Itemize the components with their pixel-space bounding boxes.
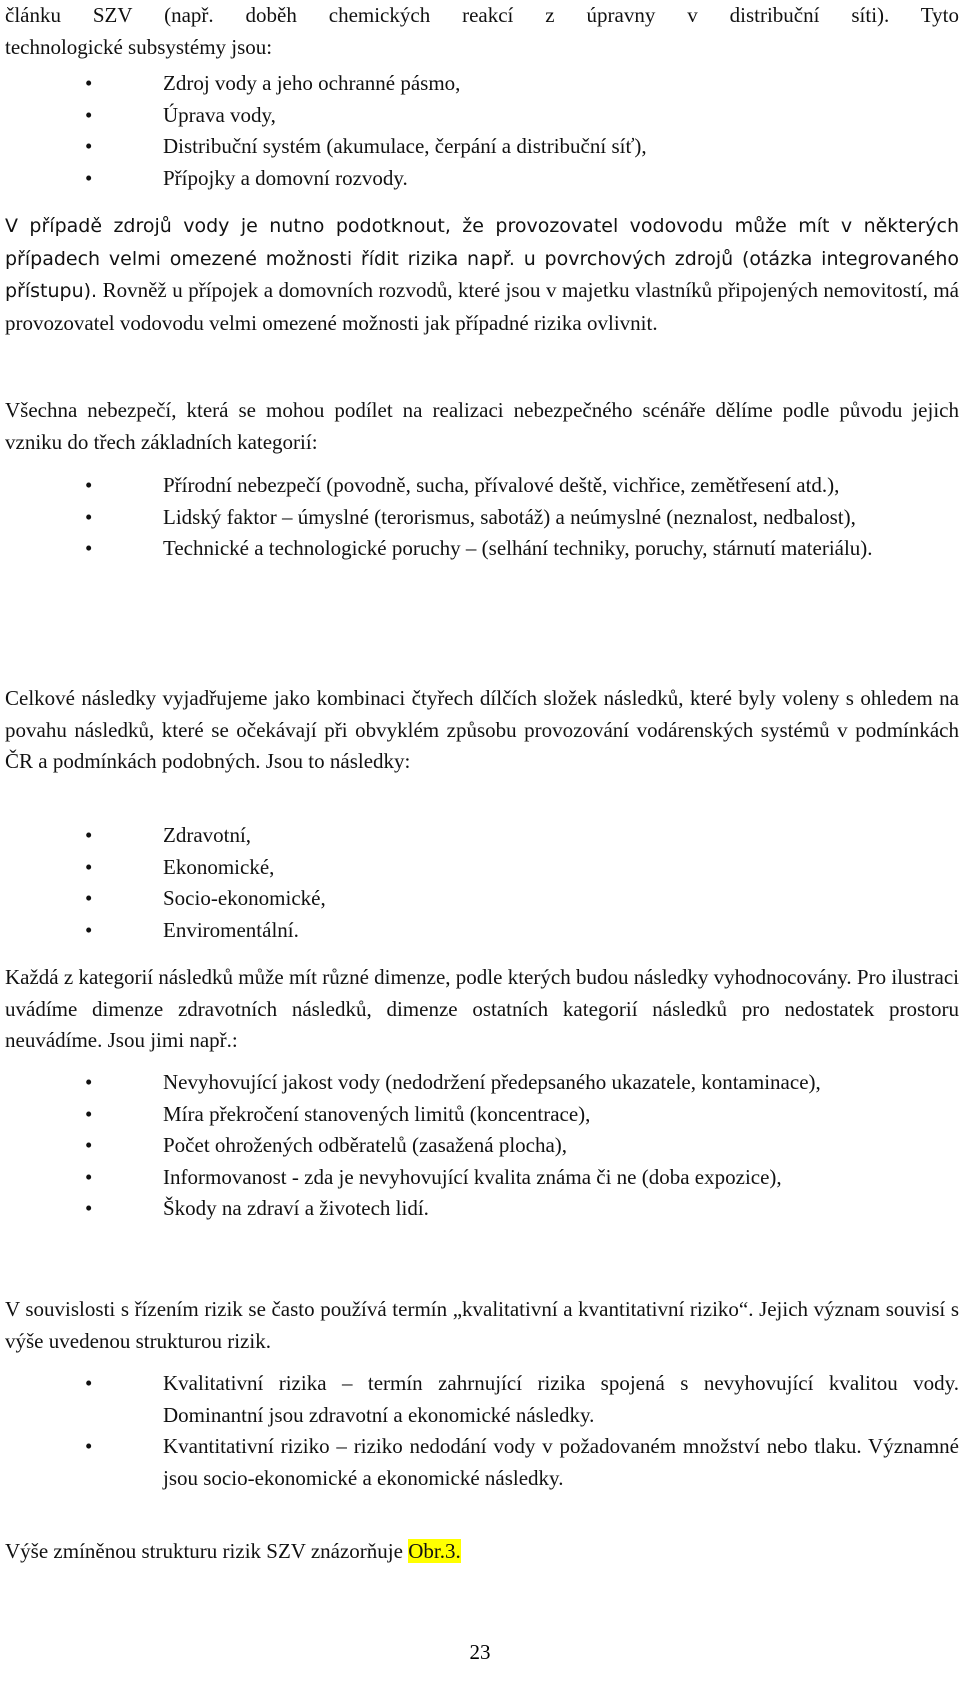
intro-line-1: článku SZV (např. doběh chemických reakcí z úpravny v distribuční síti). Tyto [5, 3, 959, 27]
risk-terms-paragraph: V souvislosti s řízením rizik se často používá termín „kvalitativní a kvantitativní riziko“. Jejich význam souvisí s výše uvedenou strukturou rizik. [5, 1297, 959, 1353]
bullet-icon: • [85, 71, 93, 95]
bullet-icon: • [85, 1196, 93, 1220]
list-item: • Enviromentální. [5, 915, 959, 947]
bullet-icon: • [85, 1371, 93, 1395]
list-item: • Kvalitativní rizika – termín zahrnující rizika spojená s nevyhovující kvalitou vody. Dominantní jsou zdravotní a ekonomické následky. [5, 1368, 959, 1431]
bullet-icon: • [85, 886, 93, 910]
list-item: • Ekonomické, [5, 852, 959, 884]
bullet-icon: • [85, 134, 93, 158]
bullet-icon: • [85, 917, 93, 942]
bullet-icon: • [85, 504, 93, 529]
bullet-icon: • [85, 1164, 93, 1189]
document-page [5, 0, 960, 1682]
list-item: • Distribuční systém (akumulace, čerpání a distribuční síť), [5, 131, 959, 163]
bullet-icon: • [85, 102, 93, 127]
dimensions-list [5, 1067, 959, 1225]
hazards-paragraph: Všechna nebezpečí, která se mohou podílet na realizaci nebezpečného scénáře dělíme podle původu jejich vzniku do třech základních kategorií: [5, 398, 959, 454]
list-item: • Přírodní nebezpečí (povodně, sucha, přívalové deště, vichřice, zemětřesení atd.), [5, 470, 959, 502]
list-item: • Kvantitativní riziko – riziko nedodání vody v požadovaném množství nebo tlaku. Významné jsou socio-ekonomické a ekonomické následky. [5, 1431, 959, 1494]
hazards-list [5, 470, 959, 565]
list-item: • Zdravotní, [5, 820, 959, 852]
bullet-icon: • [85, 1133, 93, 1157]
bullet-icon: • [85, 1434, 93, 1458]
intro-paragraph [5, 0, 959, 63]
risk-terms-list [5, 1368, 959, 1494]
list-item: • Míra překročení stanovených limitů (koncentrace), [5, 1099, 959, 1131]
bullet-icon: • [85, 473, 93, 497]
list-item: • Škody na zdraví a životech lidí. [5, 1193, 959, 1225]
bullet-icon: • [85, 854, 93, 879]
list-item: • Informovanost - zda je nevyhovující kvalita známa či ne (doba expozice), [5, 1162, 959, 1194]
bullet-icon: • [85, 823, 93, 847]
intro-line-2: technologické subsystémy jsou: [5, 34, 273, 59]
list-item: • Nevyhovující jakost vody (nedodržení předepsaného ukazatele, kontaminace), [5, 1067, 959, 1099]
list-item: • Lidský faktor – úmyslné (terorismus, sabotáž) a neúmyslné (neznalost, nedbalost), [5, 502, 959, 534]
list-item: • Socio-ekonomické, [5, 883, 959, 915]
bullet-icon: • [85, 536, 93, 560]
consequences-list [5, 820, 959, 946]
list-item: • Zdroj vody a jeho ochranné pásmo, [5, 68, 959, 100]
page-number: 23 [469, 1640, 491, 1664]
dimensions-paragraph: Každá z kategorií následků může mít různé dimenze, podle kterých budou následky vyhodnocovány. Pro ilustraci uvádíme dimenze zdravotních následků, dimenze ostatních kategorií následků pro nedostatek prostoru neuvádíme. Jsou jimi např.: [5, 965, 959, 1052]
sources-text-part1: V případě zdrojů vody je nutno podotknout, že provozovatel vodovodu může mít v některých případech velmi omezené možnosti řídit rizika např. u povrchových zdrojů (otázka integrovaného přístupu). [5, 215, 959, 302]
consequences-paragraph: Celkové následky vyjadřujeme jako kombinaci čtyřech dílčích složek následků, které byly voleny s ohledem na povahu následků, které se očekávají při obvyklém způsobu provozování vodárenských systémů v podmínkách ČR a podmínkách podobných. Jsou to následky: [5, 686, 959, 773]
subsystems-list [5, 68, 959, 194]
bullet-icon: • [85, 1101, 93, 1126]
bullet-icon: • [85, 165, 93, 190]
sources-text-part2: Rovněž u přípojek a domovních rozvodů, které jsou v majetku vlastníků připojených nemovitostí, má provozovatel vodovodu velmi omezené možnosti jak případné rizika ovlivnit. [5, 278, 959, 335]
list-item: • Úprava vody, [5, 100, 959, 132]
figure-reference-link[interactable]: Obr.3. [408, 1539, 461, 1563]
list-item: • Technické a technologické poruchy – (selhání techniky, poruchy, stárnutí materiálu). [5, 533, 959, 565]
bullet-icon: • [85, 1070, 93, 1094]
list-item: • Přípojky a domovní rozvody. [5, 163, 959, 195]
final-paragraph: Výše zmíněnou strukturu rizik SZV znázorňuje Obr.3. [5, 1539, 461, 1563]
sources-paragraph [5, 210, 959, 339]
list-item: • Počet ohrožených odběratelů (zasažená plocha), [5, 1130, 959, 1162]
